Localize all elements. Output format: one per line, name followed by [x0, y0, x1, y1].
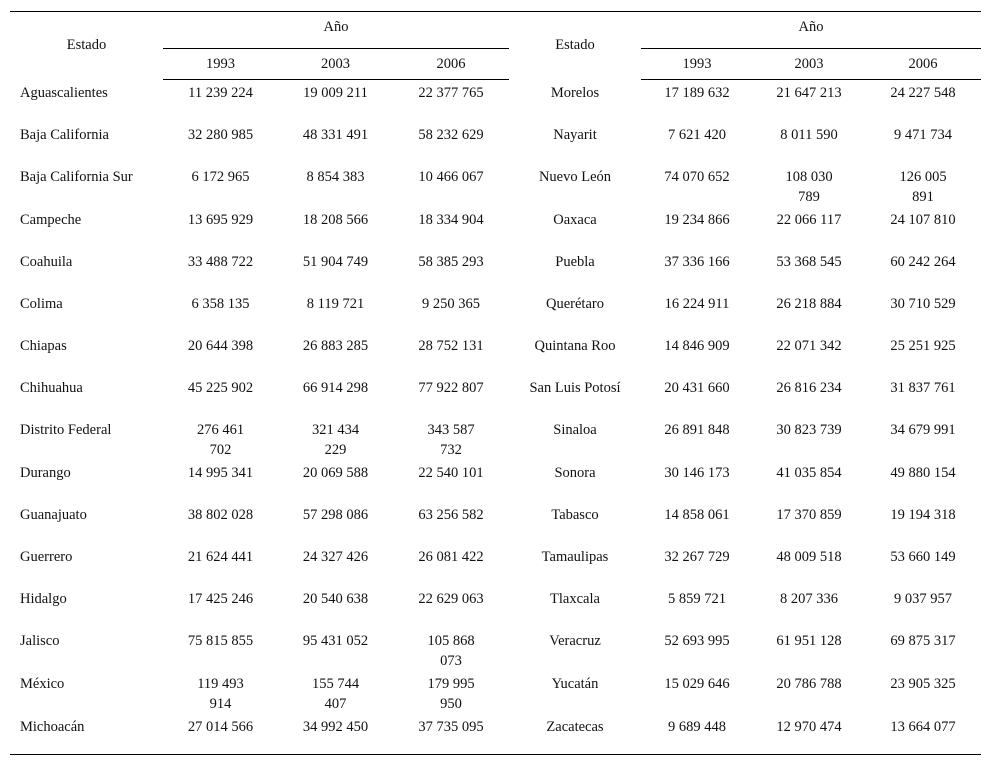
- state-name-left: [10, 291, 163, 333]
- value-cell-left-text: 22 629 063: [418, 591, 484, 607]
- value-cell-left: [278, 586, 393, 628]
- value-cell-right: [641, 164, 753, 207]
- value-cell-left: [393, 460, 509, 502]
- table-row: [10, 586, 981, 628]
- value-cell-left-text: 58 232 629: [418, 127, 484, 143]
- value-cell-right-text: 52 693 995: [664, 633, 730, 649]
- table-row: [10, 80, 981, 123]
- value-cell-right: [753, 544, 865, 586]
- value-cell-left-text: 18 334 904: [418, 212, 484, 228]
- value-cell-left: [393, 249, 509, 291]
- state-name-left-text: Aguascalientes: [20, 84, 108, 101]
- value-cell-right: [641, 249, 753, 291]
- value-cell-left: [393, 375, 509, 417]
- value-cell-left-text: 179 995 950: [427, 676, 475, 712]
- value-cell-left: [163, 544, 278, 586]
- value-cell-right: [641, 375, 753, 417]
- value-cell-left-text: 276 461 702: [196, 422, 245, 458]
- value-cell-left: [163, 714, 278, 755]
- value-cell-right-text: 23 905 325: [890, 676, 956, 692]
- value-cell-left-text: 20 069 588: [302, 465, 369, 481]
- table-row: [10, 164, 981, 207]
- value-cell-right-text: 24 107 810: [890, 212, 956, 228]
- state-name-right-text: Oaxaca: [553, 212, 597, 228]
- state-name-right-text: Nayarit: [553, 127, 597, 143]
- value-cell-right: [865, 544, 981, 586]
- state-name-right: [509, 375, 641, 417]
- value-cell-left: [278, 460, 393, 502]
- value-cell-left-text: 10 466 067: [418, 169, 484, 185]
- value-cell-left: [393, 164, 509, 207]
- value-cell-left-text: 66 914 298: [302, 380, 369, 396]
- table-body: [10, 80, 981, 755]
- value-cell-left: [393, 417, 509, 460]
- value-cell-left: [278, 502, 393, 544]
- state-name-right: [509, 544, 641, 586]
- value-cell-right-text: 41 035 854: [776, 465, 842, 481]
- header-row-1: [10, 12, 981, 50]
- value-cell-right-text: 9 471 734: [894, 127, 952, 143]
- value-cell-right: [865, 122, 981, 164]
- state-name-right-text: Puebla: [555, 254, 595, 270]
- state-name-right: [509, 333, 641, 375]
- state-name-right-text: San Luis Potosí: [529, 380, 621, 396]
- state-name-left: [10, 375, 163, 417]
- value-cell-right: [641, 628, 753, 671]
- state-name-left-text: Baja California: [20, 127, 109, 143]
- value-cell-right: [865, 586, 981, 628]
- state-name-left-text: Distrito Federal: [20, 422, 112, 438]
- value-cell-right-text: 61 951 128: [776, 633, 842, 649]
- state-name-right: [509, 249, 641, 291]
- value-cell-left-text: 63 256 582: [418, 507, 484, 523]
- value-cell-right-text: 31 837 761: [890, 380, 956, 396]
- value-cell-right-text: 48 009 518: [776, 549, 842, 565]
- value-cell-right: [753, 671, 865, 714]
- value-cell-left: [278, 375, 393, 417]
- value-cell-left-text: 14 995 341: [187, 465, 254, 481]
- value-cell-right-text: 17 189 632: [664, 85, 730, 101]
- value-cell-left-text: 38 802 028: [187, 507, 254, 523]
- state-name-right-text: Tlaxcala: [550, 591, 600, 607]
- value-cell-right: [865, 628, 981, 671]
- value-cell-left-text: 26 081 422: [418, 549, 484, 565]
- value-cell-right: [641, 460, 753, 502]
- value-cell-left: [163, 628, 278, 671]
- value-cell-right: [641, 417, 753, 460]
- value-cell-right: [753, 164, 865, 207]
- table-header: [10, 12, 981, 80]
- value-cell-right-text: 19 234 866: [664, 212, 730, 228]
- value-cell-left: [393, 671, 509, 714]
- value-cell-right-text: 8 011 590: [780, 127, 838, 143]
- value-cell-left: [278, 333, 393, 375]
- value-cell-left-text: 28 752 131: [418, 338, 484, 354]
- table-row: [10, 122, 981, 164]
- value-cell-left-text: 22 540 101: [418, 465, 484, 481]
- value-cell-right: [753, 333, 865, 375]
- value-cell-right-text: 20 431 660: [664, 380, 730, 396]
- value-cell-left-text: 321 434 229: [311, 422, 360, 458]
- value-cell-left: [278, 249, 393, 291]
- value-cell-right-text: 26 218 884: [776, 296, 842, 312]
- value-cell-right: [641, 502, 753, 544]
- value-cell-left-text: 18 208 566: [302, 212, 369, 228]
- value-cell-left-text: 45 225 902: [187, 380, 254, 396]
- value-cell-right-text: 30 710 529: [890, 296, 956, 312]
- value-cell-right-text: 32 267 729: [664, 549, 730, 565]
- value-cell-left-text: 19 009 211: [303, 85, 368, 101]
- value-cell-left: [278, 714, 393, 755]
- value-cell-right: [641, 586, 753, 628]
- value-cell-left-text: 8 854 383: [306, 169, 365, 185]
- state-values-table: [10, 11, 981, 755]
- table-row: [10, 249, 981, 291]
- state-name-left: [10, 544, 163, 586]
- value-cell-right-text: 21 647 213: [776, 85, 842, 101]
- value-cell-right: [753, 207, 865, 249]
- state-name-right-text: Querétaro: [546, 296, 604, 312]
- state-name-left: [10, 628, 163, 671]
- value-cell-left-text: 9 250 365: [422, 296, 480, 312]
- header-year-left-2: 2003: [278, 49, 393, 80]
- state-name-left-text: Guerrero: [20, 549, 73, 565]
- state-name-right-text: Morelos: [550, 84, 600, 101]
- table-row: [10, 417, 981, 460]
- state-name-right: [509, 628, 641, 671]
- value-cell-left-text: 51 904 749: [302, 254, 369, 270]
- value-cell-left: [163, 249, 278, 291]
- value-cell-left: [163, 333, 278, 375]
- value-cell-right-text: 24 227 548: [890, 85, 956, 101]
- state-name-right: [509, 164, 641, 207]
- table-row: [10, 502, 981, 544]
- value-cell-left: [278, 291, 393, 333]
- value-cell-left-text: 20 540 638: [302, 591, 369, 607]
- value-cell-left: [278, 207, 393, 249]
- value-cell-left: [163, 671, 278, 714]
- state-name-right: [509, 714, 641, 755]
- state-name-left: [10, 417, 163, 460]
- value-cell-left: [163, 164, 278, 207]
- value-cell-right-text: 30 823 739: [776, 422, 842, 438]
- state-name-left-text: Chiapas: [20, 338, 67, 354]
- value-cell-left: [393, 207, 509, 249]
- value-cell-right-text: 20 786 788: [776, 676, 842, 692]
- value-cell-right-text: 14 846 909: [664, 338, 730, 354]
- table-row: [10, 460, 981, 502]
- header-year-left-3: 2006: [393, 49, 509, 80]
- table-row: [10, 544, 981, 586]
- state-name-left: [10, 80, 163, 123]
- state-name-left-text: Guanajuato: [20, 507, 87, 523]
- value-cell-right: [753, 502, 865, 544]
- header-ano-left: Año: [163, 12, 509, 50]
- state-name-left-text: Colima: [20, 296, 63, 312]
- value-cell-left-text: 58 385 293: [418, 254, 484, 270]
- value-cell-right: [865, 80, 981, 123]
- value-cell-right: [641, 714, 753, 755]
- state-name-right: [509, 80, 641, 123]
- value-cell-left-text: 6 172 965: [191, 169, 250, 185]
- header-year-left-1: 1993: [163, 49, 278, 80]
- value-cell-right-text: 53 368 545: [776, 254, 842, 270]
- value-cell-left: [278, 417, 393, 460]
- value-cell-left: [393, 122, 509, 164]
- value-cell-left-text: 17 425 246: [187, 591, 254, 607]
- state-name-left-text: Coahuila: [20, 254, 73, 270]
- value-cell-right: [641, 291, 753, 333]
- value-cell-left-text: 48 331 491: [302, 127, 369, 143]
- header-year-right-1: 1993: [641, 49, 753, 80]
- value-cell-right: [641, 671, 753, 714]
- value-cell-right: [641, 544, 753, 586]
- state-name-left-text: Durango: [20, 465, 71, 481]
- state-name-left: [10, 460, 163, 502]
- state-name-right-text: Tabasco: [551, 507, 599, 523]
- value-cell-right-text: 30 146 173: [664, 465, 730, 481]
- state-name-left: [10, 122, 163, 164]
- data-table-container: [10, 11, 981, 755]
- state-name-left: [10, 714, 163, 755]
- value-cell-left: [278, 671, 393, 714]
- state-name-left-text: Chihuahua: [20, 380, 83, 396]
- value-cell-right: [753, 80, 865, 123]
- header-estado-left: Estado: [10, 12, 163, 80]
- value-cell-left: [393, 502, 509, 544]
- table-row: [10, 333, 981, 375]
- value-cell-left-text: 77 922 807: [418, 380, 484, 396]
- value-cell-right: [753, 460, 865, 502]
- value-cell-left: [393, 80, 509, 123]
- value-cell-right: [753, 291, 865, 333]
- value-cell-right: [641, 122, 753, 164]
- value-cell-left: [278, 544, 393, 586]
- value-cell-right: [753, 249, 865, 291]
- table-row: [10, 375, 981, 417]
- value-cell-right: [865, 714, 981, 755]
- value-cell-left-text: 11 239 224: [188, 85, 253, 101]
- value-cell-left-text: 27 014 566: [187, 719, 254, 735]
- state-name-right: [509, 291, 641, 333]
- state-name-right-text: Nuevo León: [538, 169, 612, 185]
- value-cell-right: [865, 207, 981, 249]
- value-cell-right: [753, 714, 865, 755]
- state-name-left: [10, 164, 163, 207]
- value-cell-left-text: 8 119 721: [306, 296, 365, 312]
- value-cell-right-text: 126 005 891: [899, 169, 947, 205]
- value-cell-left-text: 32 280 985: [187, 127, 254, 143]
- value-cell-left-text: 33 488 722: [187, 254, 254, 270]
- state-name-right: [509, 460, 641, 502]
- value-cell-right-text: 74 070 652: [664, 169, 730, 185]
- table-row: [10, 207, 981, 249]
- value-cell-right-text: 49 880 154: [890, 465, 956, 481]
- value-cell-right: [753, 628, 865, 671]
- value-cell-right: [865, 417, 981, 460]
- value-cell-right-text: 22 071 342: [776, 338, 842, 354]
- value-cell-left-text: 105 868 073: [427, 633, 475, 669]
- table-row: [10, 291, 981, 333]
- value-cell-left: [278, 164, 393, 207]
- value-cell-right: [865, 502, 981, 544]
- value-cell-left: [163, 375, 278, 417]
- value-cell-right-text: 25 251 925: [890, 338, 956, 354]
- state-name-left: [10, 207, 163, 249]
- value-cell-left-text: 119 493 914: [197, 676, 244, 712]
- value-cell-left-text: 34 992 450: [302, 719, 369, 735]
- value-cell-right-text: 69 875 317: [890, 633, 956, 649]
- value-cell-left-text: 13 695 929: [187, 212, 254, 228]
- value-cell-left: [278, 122, 393, 164]
- value-cell-right-text: 37 336 166: [664, 254, 730, 270]
- value-cell-right-text: 9 037 957: [894, 591, 952, 607]
- state-name-right: [509, 671, 641, 714]
- state-name-right: [509, 502, 641, 544]
- value-cell-right: [641, 333, 753, 375]
- table-row: [10, 671, 981, 714]
- value-cell-right-text: 26 891 848: [664, 422, 730, 438]
- value-cell-right: [865, 375, 981, 417]
- value-cell-right-text: 22 066 117: [776, 212, 842, 228]
- value-cell-right-text: 15 029 646: [664, 676, 730, 692]
- value-cell-left: [163, 291, 278, 333]
- value-cell-left-text: 57 298 086: [302, 507, 369, 523]
- value-cell-right: [753, 375, 865, 417]
- value-cell-right-text: 14 858 061: [664, 507, 730, 523]
- value-cell-left: [278, 80, 393, 123]
- value-cell-right-text: 5 859 721: [668, 591, 726, 607]
- state-name-left-text: Jalisco: [20, 633, 60, 649]
- value-cell-right-text: 12 970 474: [776, 719, 842, 735]
- value-cell-right: [865, 249, 981, 291]
- value-cell-right: [753, 417, 865, 460]
- state-name-left-text: Hidalgo: [20, 591, 67, 607]
- value-cell-left-text: 95 431 052: [302, 633, 369, 649]
- header-estado-right: Estado: [509, 12, 641, 80]
- value-cell-left-text: 6 358 135: [191, 296, 250, 312]
- value-cell-right-text: 9 689 448: [668, 719, 726, 735]
- state-name-left-text: Campeche: [20, 212, 82, 228]
- value-cell-left: [163, 122, 278, 164]
- value-cell-right: [753, 122, 865, 164]
- value-cell-right-text: 17 370 859: [776, 507, 842, 523]
- value-cell-left: [163, 80, 278, 123]
- header-year-right-2: 2003: [753, 49, 865, 80]
- value-cell-left-text: 22 377 765: [418, 85, 484, 101]
- value-cell-right-text: 34 679 991: [890, 422, 956, 438]
- state-name-right-text: Sonora: [554, 465, 596, 481]
- value-cell-left-text: 343 587 732: [427, 422, 475, 458]
- value-cell-right: [865, 333, 981, 375]
- state-name-right-text: Yucatán: [551, 676, 599, 692]
- header-ano-right: Año: [641, 12, 981, 50]
- state-name-left-text: Michoacán: [20, 719, 85, 735]
- header-year-right-3: 2006: [865, 49, 981, 80]
- value-cell-right: [865, 460, 981, 502]
- state-name-right-text: Quintana Roo: [534, 338, 616, 354]
- state-name-left: [10, 333, 163, 375]
- state-name-left: [10, 249, 163, 291]
- value-cell-left: [393, 544, 509, 586]
- value-cell-left: [163, 460, 278, 502]
- value-cell-left: [163, 417, 278, 460]
- value-cell-left-text: 26 883 285: [302, 338, 369, 354]
- state-name-right: [509, 207, 641, 249]
- table-row: [10, 714, 981, 755]
- state-name-left: [10, 586, 163, 628]
- state-name-right-text: Tamaulipas: [541, 549, 609, 565]
- value-cell-left-text: 21 624 441: [187, 549, 254, 565]
- value-cell-left: [393, 291, 509, 333]
- value-cell-right-text: 16 224 911: [664, 296, 730, 312]
- value-cell-left: [163, 586, 278, 628]
- value-cell-right: [753, 586, 865, 628]
- value-cell-left-text: 37 735 095: [418, 719, 484, 735]
- value-cell-left: [393, 628, 509, 671]
- value-cell-left: [393, 714, 509, 755]
- state-name-left-text: Baja California Sur: [20, 169, 133, 185]
- value-cell-right-text: 13 664 077: [890, 719, 956, 735]
- value-cell-right: [865, 291, 981, 333]
- value-cell-left-text: 75 815 855: [187, 633, 254, 649]
- value-cell-right-text: 53 660 149: [890, 549, 956, 565]
- value-cell-right-text: 8 207 336: [780, 591, 838, 607]
- value-cell-right-text: 7 621 420: [668, 127, 726, 143]
- value-cell-left: [163, 502, 278, 544]
- state-name-left-text: México: [20, 676, 65, 692]
- state-name-right-text: Veracruz: [549, 633, 601, 649]
- value-cell-right: [865, 671, 981, 714]
- value-cell-right: [865, 164, 981, 207]
- state-name-right: [509, 122, 641, 164]
- value-cell-right: [641, 80, 753, 123]
- value-cell-right-text: 108 030 789: [785, 169, 833, 205]
- value-cell-left-text: 155 744 407: [311, 676, 360, 712]
- state-name-right: [509, 586, 641, 628]
- state-name-right-text: Sinaloa: [553, 422, 597, 438]
- value-cell-left: [393, 333, 509, 375]
- state-name-left: [10, 502, 163, 544]
- value-cell-right-text: 60 242 264: [890, 254, 956, 270]
- value-cell-left: [393, 586, 509, 628]
- value-cell-left: [163, 207, 278, 249]
- value-cell-right: [641, 207, 753, 249]
- value-cell-right-text: 26 816 234: [776, 380, 842, 396]
- table-row: [10, 628, 981, 671]
- value-cell-left: [278, 628, 393, 671]
- value-cell-left-text: 24 327 426: [302, 549, 369, 565]
- value-cell-left-text: 20 644 398: [187, 338, 254, 354]
- value-cell-right-text: 19 194 318: [890, 507, 956, 523]
- state-name-right: [509, 417, 641, 460]
- state-name-left: [10, 671, 163, 714]
- state-name-right-text: Zacatecas: [546, 719, 604, 735]
